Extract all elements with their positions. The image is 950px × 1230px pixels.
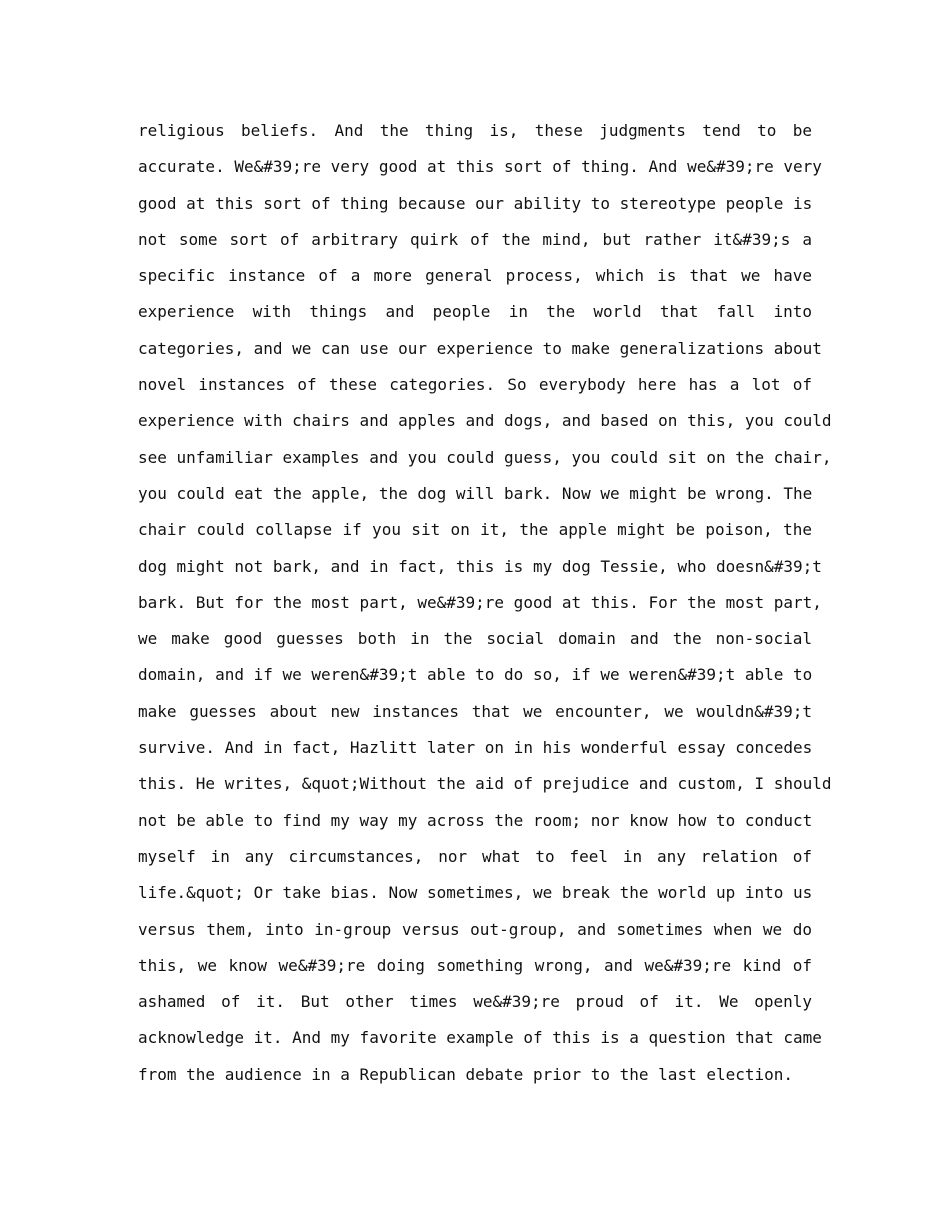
text-line: experience with chairs and apples and dogs, and based on this, you could <box>138 411 832 431</box>
text-line: survive. And in fact, Hazlitt later on in his wonderful essay concedes <box>138 738 813 758</box>
text-line: from the audience in a Republican debate prior to the last election. <box>138 1064 794 1084</box>
text-line: this. He writes, &quot;Without the aid of prejudice and custom, I should <box>138 774 832 794</box>
text-line: life.&quot; Or take bias. Now sometimes, we break the world up into us <box>138 883 813 903</box>
text-line: novel instances of these categories. So everybody here has a lot of <box>138 375 812 395</box>
body-paragraph <box>138 113 832 1093</box>
text-line: not be able to find my way my across the room; nor know how to conduct <box>138 810 813 830</box>
text-line: good at this sort of thing because our ability to stereotype people is <box>138 193 813 213</box>
text-line: see unfamiliar examples and you could guess, you could sit on the chair, <box>138 447 832 467</box>
text-line: domain, and if we weren&#39;t able to do so, if we weren&#39;t able to <box>138 665 813 685</box>
text-line: bark. But for the most part, we&#39;re good at this. For the most part, <box>138 592 822 612</box>
text-line: religious beliefs. And the thing is, these judgments tend to be <box>138 121 812 140</box>
text-line: myself in any circumstances, nor what to feel in any relation of <box>138 846 812 866</box>
text-line: chair could collapse if you sit on it, the apple might be poison, the <box>138 520 812 540</box>
text-line: specific instance of a more general process, which is that we have <box>138 266 812 286</box>
text-line: ashamed of it. But other times we&#39;re proud of it. We openly <box>138 992 812 1012</box>
text-line: you could eat the apple, the dog will bark. Now we might be wrong. The <box>138 483 813 503</box>
text-line: categories, and we can use our experience to make generalizations about <box>138 338 822 358</box>
text-line: not some sort of arbitrary quirk of the mind, but rather it&#39;s a <box>138 229 812 249</box>
text-line: accurate. We&#39;re very good at this sort of thing. And we&#39;re very <box>138 157 822 177</box>
text-line: acknowledge it. And my favorite example of this is a question that came <box>138 1028 822 1048</box>
text-line: dog might not bark, and in fact, this is my dog Tessie, who doesn&#39;t <box>138 556 822 576</box>
text-line: this, we know we&#39;re doing something wrong, and we&#39;re kind of <box>138 955 812 975</box>
text-line: versus them, into in-group versus out-group, and sometimes when we do <box>138 919 812 939</box>
text-line: we make good guesses both in the social domain and the non-social <box>138 629 812 649</box>
text-line: experience with things and people in the world that fall into <box>138 302 812 322</box>
text-line: make guesses about new instances that we encounter, we wouldn&#39;t <box>138 701 812 721</box>
